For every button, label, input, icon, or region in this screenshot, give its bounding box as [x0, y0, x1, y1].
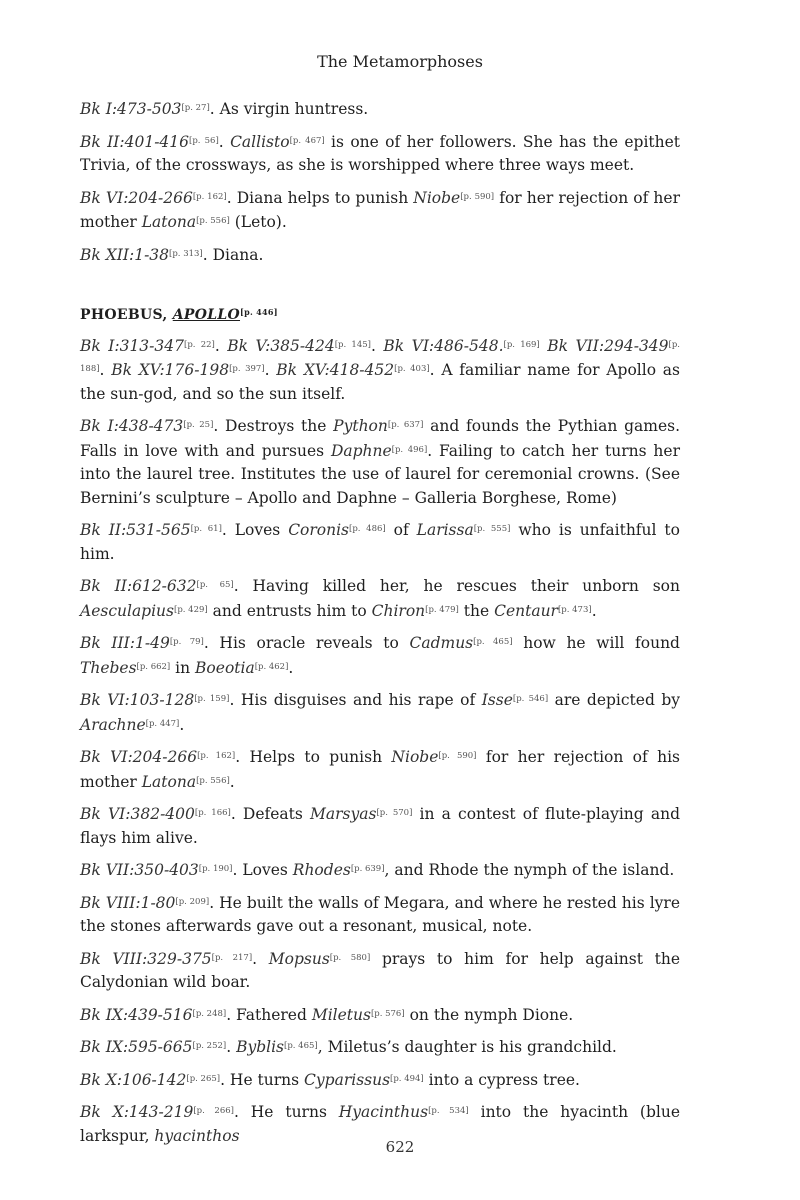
name-link[interactable]: Boeotia [195, 658, 255, 677]
entry-text: . A familiar name for Apollo as the sun-god, and so the sun itself. [80, 361, 680, 403]
name-link[interactable]: Niobe [413, 188, 461, 207]
page-number: 622 [385, 1138, 415, 1156]
name-link[interactable]: Niobe [391, 748, 439, 766]
name-link[interactable]: Aesculapius [80, 601, 174, 620]
index-entry [80, 186, 680, 235]
entry-text: in [170, 658, 196, 677]
name-link[interactable]: Byblis [236, 1038, 285, 1056]
entry-text: . Fathered [226, 1005, 312, 1024]
page-ref: [p. 662] [136, 661, 171, 672]
book-reference-link[interactable]: Bk VIII:329-375 [80, 949, 212, 968]
name-link[interactable]: Coronis [288, 521, 350, 539]
book-reference-link[interactable]: Bk IX:439-516 [80, 1005, 193, 1024]
page-ref: [p. 556] [196, 216, 230, 226]
book-reference-link[interactable]: Bk X:106-142 [80, 1070, 187, 1089]
page-ref: [p. 313] [169, 248, 203, 259]
name-link[interactable]: Latona [141, 772, 197, 791]
name-link[interactable]: Python [333, 417, 388, 435]
page-ref: [p. 79] [169, 637, 204, 647]
book-reference-link[interactable]: Bk VII:294-349 [547, 336, 669, 355]
page-ref: [p. 266] [193, 1106, 234, 1116]
page-ref: [p. 570] [376, 808, 413, 818]
book-reference-link[interactable]: Bk VI:486-548. [383, 336, 504, 355]
page-ref: [p. 252] [192, 1041, 227, 1051]
book-reference-link[interactable]: Bk VI:103-128 [80, 691, 195, 709]
entry-text: . His oracle reveals to [203, 634, 410, 652]
entry-text: . Diana. [202, 245, 264, 264]
index-entry [80, 631, 680, 680]
book-reference-link[interactable]: Bk I:473-503 [80, 100, 182, 118]
page-ref: [p. 576] [370, 1008, 405, 1019]
page-ref: [p. 473] [557, 604, 592, 615]
entry-text: how he will found [512, 634, 680, 652]
entry-text: . [99, 361, 112, 379]
entry-text: . His disguises and his rape of [229, 691, 482, 709]
name-link[interactable]: Hyacinthus [338, 1103, 429, 1121]
name-link[interactable]: Cyparissus [304, 1070, 391, 1089]
page-ref: [p. 486] [349, 524, 386, 534]
entry-text: in a contest of flute-playing and flays him alive. [80, 805, 681, 847]
page-ref: [p. 25] [183, 420, 214, 430]
index-entry [80, 97, 680, 122]
page-ref: [p. 162] [197, 751, 236, 761]
name-link[interactable]: Thebes [80, 658, 137, 677]
page-ref: [p. 429] [174, 604, 208, 615]
page-ref: [p. 190] [198, 864, 233, 874]
name-link[interactable]: Rhodes [292, 861, 351, 879]
book-reference-link[interactable]: Bk VI:204-266 [80, 748, 198, 766]
page-ref: [p. 159] [194, 694, 230, 704]
entry-text: , Miletus’s daughter is his grandchild. [317, 1038, 617, 1056]
index-entry [80, 802, 680, 850]
page-ref: [p. 496] [391, 444, 428, 455]
entry-text: . [264, 361, 277, 379]
page-ref: [p. 639] [350, 864, 385, 874]
entry-text: . Helps to punish [235, 748, 392, 766]
entry-text: are depicted by [548, 691, 681, 709]
index-entry [80, 334, 680, 407]
page-ref: [p. 56] [189, 135, 219, 146]
entry-text: . [288, 658, 294, 677]
entry-text: the [458, 601, 495, 620]
entry-text: . [229, 772, 235, 791]
index-entry [80, 688, 680, 737]
index-entry [80, 574, 680, 623]
page-ref: [p. 166] [194, 808, 231, 818]
page-ref: [p. 590] [460, 191, 495, 202]
page-ref: [p. 465] [473, 637, 513, 647]
name-link[interactable]: Cadmus [409, 634, 474, 652]
entry-text: and founds the Pythian games. Falls in love with and pursues [80, 417, 681, 460]
book-reference-link[interactable]: Bk III:1-49 [80, 634, 170, 652]
page-ref: [p. 637] [387, 420, 424, 430]
page-ref: [p. 248] [192, 1008, 227, 1019]
entry-text: . [179, 715, 185, 734]
page-body [80, 97, 680, 1156]
book-reference-link[interactable]: Bk I:313-347 [80, 336, 184, 355]
page-ref: [p. 188] [80, 339, 680, 374]
index-entry [80, 414, 680, 510]
book-reference-link[interactable]: Bk I:438-473 [80, 417, 184, 435]
entry-text: . [218, 132, 231, 151]
index-entry [80, 130, 680, 178]
diana-entries [80, 97, 680, 267]
apollo-entries [80, 334, 680, 1149]
index-entry [80, 745, 680, 794]
entry-text: prays to him for help against the Calydonian wild boar. [80, 949, 681, 991]
page-ref: [p. 555] [473, 524, 511, 534]
index-entry [80, 891, 680, 939]
index-entry [80, 243, 680, 268]
page-ref: [p. 479] [425, 604, 459, 615]
book-reference-link[interactable]: Bk VI:204-266 [80, 188, 193, 207]
book-reference-link[interactable]: Bk VIII:1-80 [80, 893, 176, 912]
entry-text: into the hyacinth (blue larkspur, [80, 1103, 681, 1145]
entry-text: . Loves [221, 521, 289, 539]
page-ref: [p. 462] [254, 661, 289, 672]
heading-prefix: PHOEBUS, [80, 307, 173, 323]
book-reference-link[interactable]: Bk V:385-424 [227, 336, 335, 355]
page-ref: [p. 494] [390, 1073, 424, 1084]
page-ref: [p. 22] [184, 339, 215, 350]
entry-text: . Failing to catch her turns her into the laurel tree. Institutes the use of laurel for ceremonial crowns. (See Bernini’s sculpture – Apollo and Daphne – Galleria Borghese, Rome) [80, 441, 680, 507]
name-link[interactable]: Latona [141, 213, 197, 231]
name-link[interactable]: Centaur [494, 601, 558, 620]
page-ref: [p. 447] [145, 718, 180, 729]
name-link[interactable]: Marsyas [310, 805, 377, 823]
book-reference-link[interactable]: Bk II:612-632 [80, 577, 197, 595]
book-reference-link[interactable]: Bk II:531-565 [80, 521, 191, 539]
book-reference-link[interactable]: Bk VII:350-403 [80, 861, 199, 879]
book-reference-link[interactable]: Bk XV:418-452 [276, 361, 395, 379]
name-link[interactable]: Mopsus [268, 949, 330, 968]
index-entry [80, 1068, 680, 1093]
entry-text: . [370, 336, 384, 355]
entry-text: . He turns [220, 1070, 305, 1089]
page-ref: [p. 217] [211, 952, 253, 963]
page-ref: [p. 61] [190, 524, 222, 534]
page-ref: [p. 162] [192, 191, 227, 202]
entry-text: . As virgin huntress. [209, 100, 369, 118]
page-ref: [p. 556] [196, 775, 230, 786]
name-link[interactable]: hyacinthos [154, 1126, 240, 1145]
page-ref: [p. 209] [175, 896, 210, 907]
entry-text: . Defeats [230, 805, 311, 823]
entry-text: . Loves [232, 861, 293, 879]
book-reference-link[interactable]: Bk II:401-416 [80, 132, 190, 151]
entry-text: . Diana helps to punish [226, 188, 414, 207]
name-link[interactable]: Miletus [311, 1005, 371, 1024]
index-entry [80, 1035, 680, 1060]
name-link[interactable]: Callisto [230, 132, 290, 151]
name-link[interactable]: Chiron [371, 601, 426, 620]
name-link[interactable]: Isse [481, 691, 513, 709]
index-entry [80, 518, 680, 566]
index-entry [80, 858, 680, 883]
entry-text: and entrusts him to [207, 601, 372, 620]
entry-text: . [252, 949, 269, 968]
page-ref: [p. 465] [284, 1041, 318, 1051]
page-ref: [p. 397] [229, 364, 265, 374]
running-header: The Metamorphoses [317, 52, 483, 71]
index-entry [80, 947, 680, 995]
page-ref: [p. 145] [334, 339, 371, 350]
page-ref: [p. 590] [438, 751, 477, 761]
entry-text: for her rejection of her mother [80, 188, 680, 231]
entry-text: (Leto). [229, 213, 287, 231]
entry-text: . [226, 1038, 237, 1056]
entry-text: . Having killed her, he rescues their unborn son [233, 577, 681, 595]
entry-text: on the nymph Dione. [404, 1005, 574, 1024]
heading-page-ref: [p. 446] [240, 307, 278, 317]
page-ref: [p. 467] [289, 135, 325, 146]
name-link[interactable]: Arachne [80, 715, 146, 734]
entry-text: for her rejection of his mother [80, 748, 680, 791]
page-ref: [p. 169] [503, 339, 540, 350]
name-link[interactable]: Daphne [330, 441, 392, 460]
book-reference-link[interactable]: Bk XV:176-198 [111, 361, 230, 379]
entry-text: . He turns [233, 1103, 339, 1121]
entry-text: . [214, 336, 228, 355]
page-ref: [p. 580] [329, 952, 371, 963]
page-ref: [p. 265] [186, 1073, 221, 1084]
name-link[interactable]: Larissa [416, 521, 474, 539]
heading-name-link[interactable]: APOLLO [172, 307, 241, 323]
entry-text: is one of her followers. She has the epithet Trivia, of the crossways, as she is worshipped where three ways meet. [80, 132, 681, 174]
section-heading [80, 301, 680, 328]
entry-text: . [591, 601, 597, 620]
entry-text: into a cypress tree. [423, 1070, 580, 1089]
index-entry [80, 1003, 680, 1028]
book-reference-link[interactable]: Bk XII:1-38 [80, 245, 170, 264]
page-ref: [p. 27] [181, 103, 210, 113]
page-ref: [p. 403] [394, 364, 430, 374]
book-reference-link[interactable]: Bk VI:382-400 [80, 805, 195, 823]
entry-text: . Destroys the [213, 417, 334, 435]
entry-text: , and Rhode the nymph of the island. [384, 861, 675, 879]
page-ref: [p. 534] [428, 1106, 469, 1116]
entry-text: . He built the walls of Megara, and where he rested his lyre the stones afterwards gave out a resonant, musical, note. [80, 893, 680, 935]
entry-text: who is unfaithful to him. [80, 521, 680, 563]
entry-text: of [385, 521, 417, 539]
book-reference-link[interactable]: Bk X:143-219 [80, 1103, 194, 1121]
page-ref: [p. 65] [196, 580, 234, 590]
page-ref: [p. 546] [512, 694, 549, 704]
book-reference-link[interactable]: Bk IX:595-665 [80, 1038, 193, 1056]
